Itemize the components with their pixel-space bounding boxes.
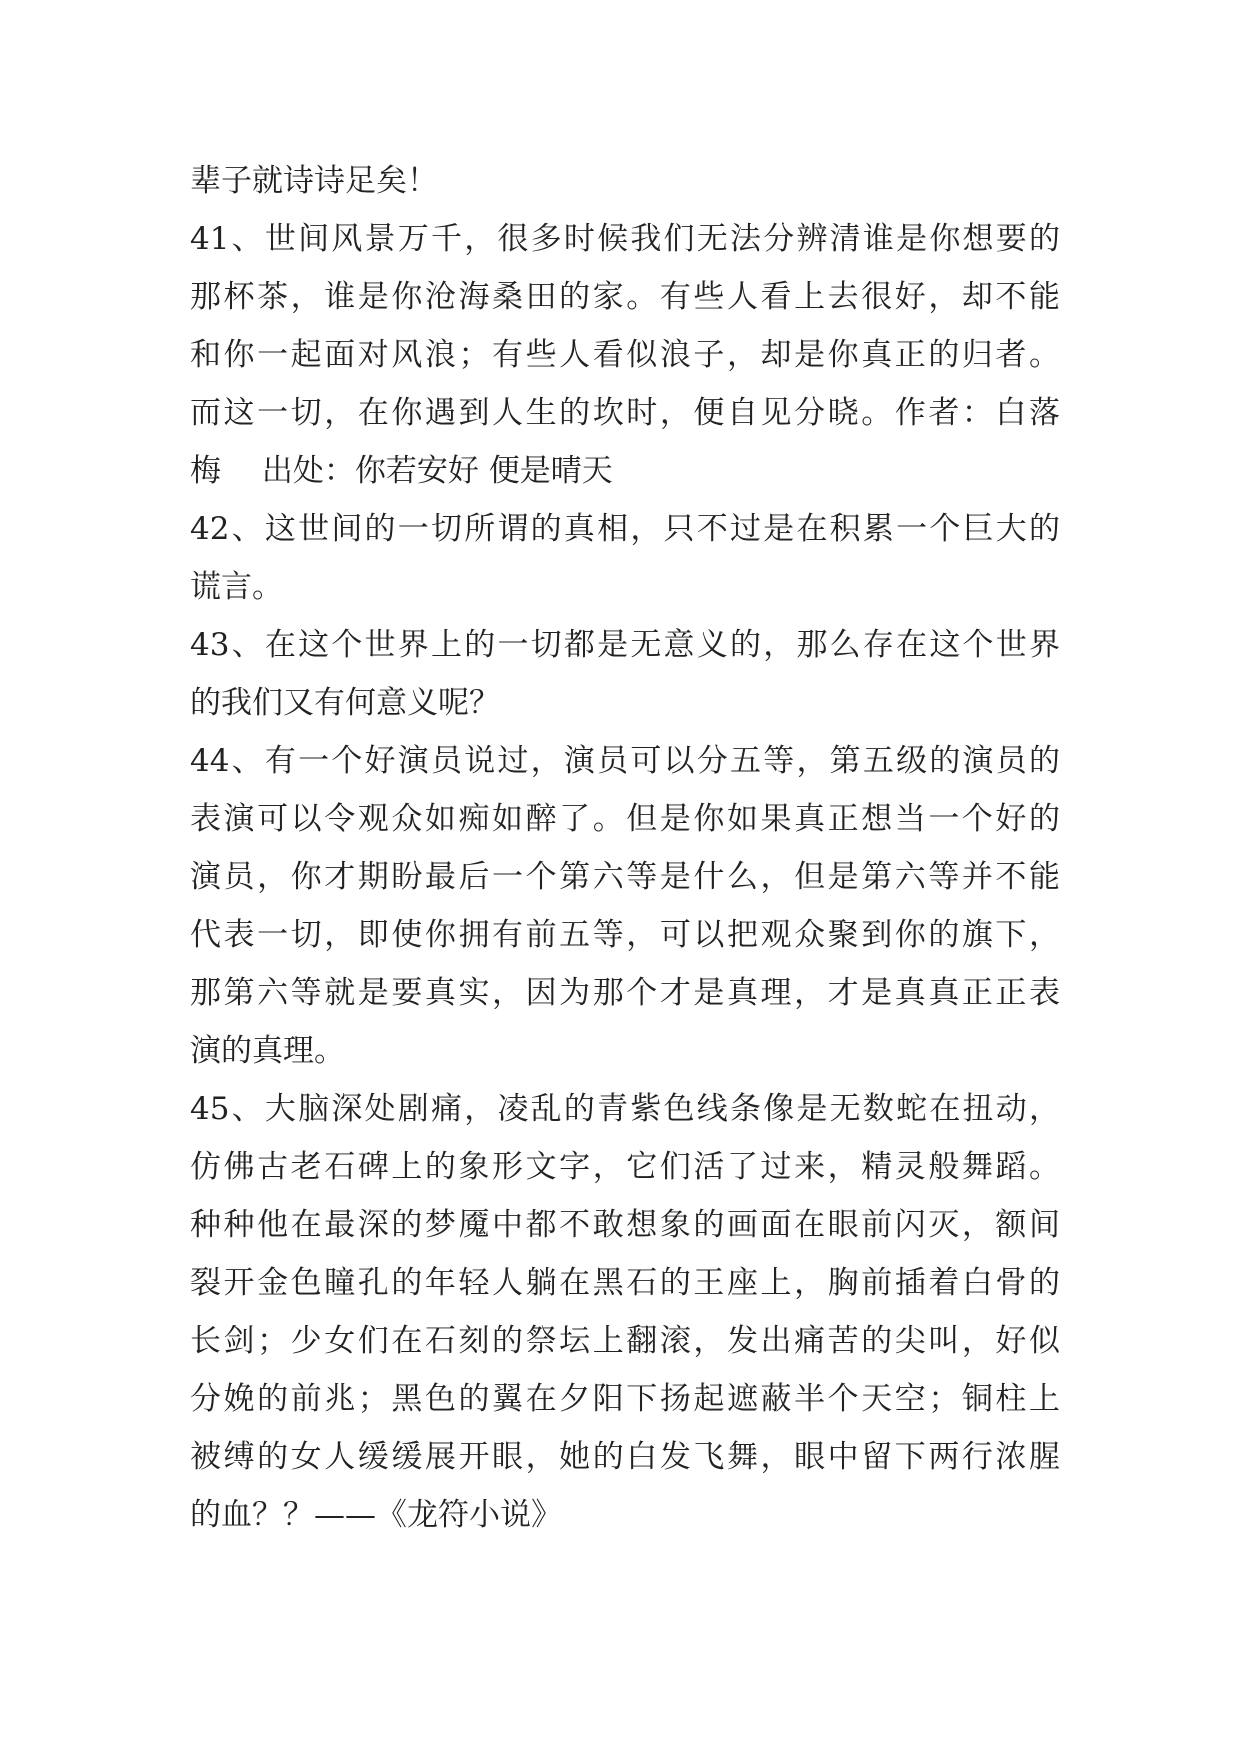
- text-line: 表演可以令观众如痴如醉了。但是你如果真正想当一个好的: [190, 801, 1060, 837]
- text-line: 仿佛古老石碑上的象形文字，它们活了过来，精灵般舞蹈。: [190, 1149, 1060, 1185]
- text-line: 的血？？——《龙符小说》: [190, 1497, 562, 1533]
- text-line: 那第六等就是要真实，因为那个才是真理，才是真真正正表: [190, 975, 1060, 1011]
- text-line: 谎言。: [190, 569, 283, 605]
- text-line: 那杯茶，谁是你沧海桑田的家。有些人看上去很好，却不能: [190, 279, 1060, 315]
- text-line: 被缚的女人缓缓展开眼，她的白发飞舞，眼中留下两行浓腥: [190, 1439, 1060, 1475]
- text-line: 代表一切，即使你拥有前五等，可以把观众聚到你的旗下，: [190, 917, 1060, 953]
- text-line: 41、世间风景万千，很多时候我们无法分辨清谁是你想要的: [190, 221, 1060, 257]
- text-line: 分娩的前兆；黑色的翼在夕阳下扬起遮蔽半个天空；铜柱上: [190, 1381, 1060, 1417]
- text-line: 演的真理。: [190, 1033, 345, 1069]
- text-line: 45、大脑深处剧痛，凌乱的青紫色线条像是无数蛇在扭动，: [190, 1091, 1060, 1127]
- text-line: 42、这世间的一切所谓的真相，只不过是在积累一个巨大的: [190, 511, 1060, 547]
- text-line: 和你一起面对风浪；有些人看似浪子，却是你真正的归者。: [190, 337, 1060, 373]
- document-body: [190, 152, 1060, 1544]
- text-line: 演员，你才期盼最后一个第六等是什么，但是第六等并不能: [190, 859, 1060, 895]
- text-line: 44、有一个好演员说过，演员可以分五等，第五级的演员的: [190, 743, 1060, 779]
- text-line: 长剑；少女们在石刻的祭坛上翻滚，发出痛苦的尖叫，好似: [190, 1323, 1060, 1359]
- text-line: 43、在这个世界上的一切都是无意义的，那么存在这个世界: [190, 627, 1060, 663]
- text-line: 辈子就诗诗足矣！: [190, 163, 438, 199]
- text-line: 种种他在最深的梦魇中都不敢想象的画面在眼前闪灭，额间: [190, 1207, 1060, 1243]
- text-line: 的我们又有何意义呢？: [190, 685, 500, 721]
- text-line: 裂开金色瞳孔的年轻人躺在黑石的王座上，胸前插着白骨的: [190, 1265, 1060, 1301]
- text-line: 梅 出处：你若安好 便是晴天: [190, 453, 613, 489]
- text-line: 而这一切，在你遇到人生的坎时，便自见分晓。作者：白落: [190, 395, 1060, 431]
